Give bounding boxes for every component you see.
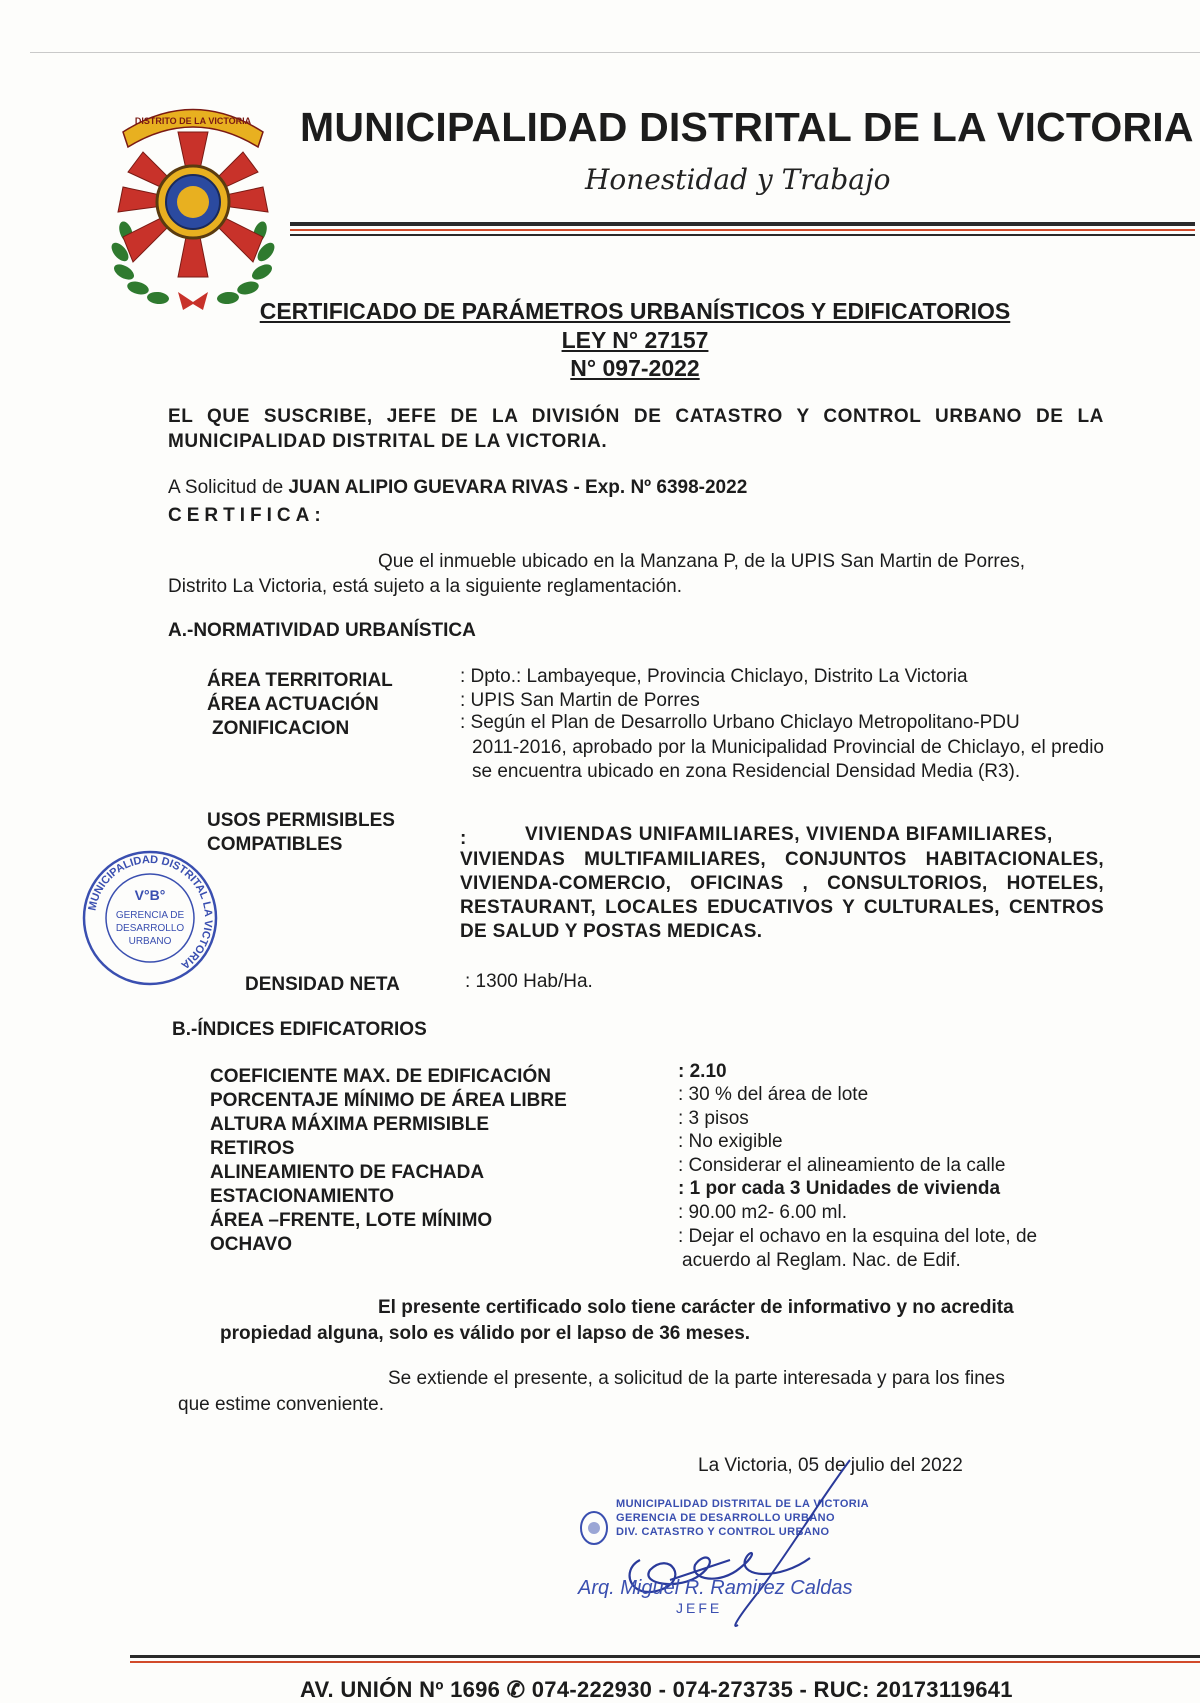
zonificacion-value-first: : Según el Plan de Desarrollo Urbano Chiclayo Metropolitano-PDU bbox=[460, 712, 1020, 733]
footer-address: AV. UNIÓN Nº 1696 ✆ 074-222930 - 074-273735 - RUC: 20173119641 bbox=[300, 1677, 1013, 1702]
section-a-heading: A.-NORMATIVIDAD URBANÍSTICA bbox=[168, 620, 476, 641]
stamp-line-1: GERENCIA DE bbox=[115, 910, 185, 921]
municipal-seal-logo bbox=[108, 92, 278, 312]
header-rule bbox=[290, 222, 1195, 226]
validity-note-line-1: El presente certificado solo tiene carácter de informativo y no acredita bbox=[378, 1297, 1014, 1318]
indice-label-area-libre: PORCENTAJE MÍNIMO DE ÁREA LIBRE bbox=[210, 1090, 567, 1111]
usos-label-1: USOS PERMISIBLES bbox=[207, 810, 395, 831]
handwritten-signature bbox=[610, 1440, 870, 1640]
approval-stamp bbox=[80, 848, 220, 988]
issue-date: La Victoria, 05 de julio del 2022 bbox=[698, 1455, 963, 1476]
signer-name: Arq. Miguel R. Ramirez Caldas bbox=[578, 1577, 853, 1599]
top-scan-rule bbox=[30, 52, 1200, 53]
body-line-1: Que el inmueble ubicado en la Manzana P, de la UPIS San Martin de Porres, bbox=[378, 551, 1026, 572]
zonificacion-value-rest: 2011-2016, aprobado por la Municipalidad Provincial de Chiclayo, el predio se encuentra ubicado en zona Residencial Densidad Media (R3). bbox=[472, 737, 1104, 782]
usos-colon: : bbox=[460, 828, 467, 849]
indice-label-alineamiento: ALINEAMIENTO DE FACHADA bbox=[210, 1162, 485, 1183]
stamp-ring-text: MUNICIPALIDAD DISTRITAL LA VICTORIA bbox=[86, 853, 215, 972]
stamp-text-2: GERENCIA DE DESARROLLO URBANO bbox=[616, 1512, 835, 1524]
header-rule-red bbox=[290, 229, 1195, 231]
certifica-heading: CERTIFICA: bbox=[168, 505, 326, 526]
stamp-line-2: DESARROLLO bbox=[115, 923, 185, 934]
footer-rule-red bbox=[130, 1661, 1200, 1663]
indice-label-lote-minimo: ÁREA –FRENTE, LOTE MÍNIMO bbox=[210, 1210, 493, 1231]
usos-value-first: VIVIENDAS UNIFAMILIARES, VIVIENDA BIFAMILIARES, bbox=[525, 824, 1053, 845]
indice-label-altura: ALTURA MÁXIMA PERMISIBLE bbox=[210, 1114, 490, 1135]
indice-value-estacionamiento: : 1 por cada 3 Unidades de vivienda bbox=[678, 1178, 1001, 1199]
indice-value-alineamiento: : Considerar el alineamiento de la calle bbox=[678, 1155, 1006, 1176]
indice-value-area-libre: : 30 % del área de lote bbox=[678, 1084, 869, 1105]
municipality-motto: Honestidad y Trabajo bbox=[585, 163, 891, 196]
indice-value-altura: : 3 pisos bbox=[678, 1108, 749, 1129]
indice-value-lote-minimo: : 90.00 m2- 6.00 ml. bbox=[678, 1202, 847, 1223]
indice-label-ochavo: OCHAVO bbox=[210, 1234, 292, 1255]
certificate-law: LEY N° 27157 bbox=[561, 327, 709, 353]
area-territorial-value: : Dpto.: Lambayeque, Provincia Chiclayo, Distrito La Victoria bbox=[460, 666, 968, 687]
stamp-vb: V°B° bbox=[134, 887, 166, 903]
request-line bbox=[168, 476, 747, 500]
indice-label-coeficiente: COEFICIENTE MAX. DE EDIFICACIÓN bbox=[210, 1066, 551, 1087]
indice-value-retiros: : No exigible bbox=[678, 1131, 783, 1152]
municipality-title: MUNICIPALIDAD DISTRITAL DE LA VICTORIA bbox=[300, 104, 1194, 150]
validity-note-line-2: propiedad alguna, solo es válido por el lapso de 36 meses. bbox=[220, 1323, 751, 1344]
indice-value-ochavo-cont: acuerdo al Reglam. Nac. de Edif. bbox=[682, 1250, 961, 1271]
section-b-heading: B.-ÍNDICES EDIFICATORIOS bbox=[172, 1019, 427, 1040]
extension-line-2: que estime conveniente. bbox=[178, 1394, 384, 1415]
indice-label-estacionamiento: ESTACIONAMIENTO bbox=[210, 1186, 395, 1207]
area-actuacion-label: ÁREA ACTUACIÓN bbox=[207, 694, 379, 715]
stamp-seal-icon bbox=[578, 1510, 610, 1546]
usos-label-2: COMPATIBLES bbox=[207, 834, 343, 855]
zonificacion-label: ZONIFICACION bbox=[212, 718, 350, 739]
densidad-label: DENSIDAD NETA bbox=[245, 974, 400, 995]
certificate-number: N° 097-2022 bbox=[570, 355, 700, 381]
request-prefix: A Solicitud de bbox=[168, 477, 284, 498]
seal-banner-text: DISTRITO DE LA VICTORIA bbox=[134, 116, 252, 126]
certificate-title: CERTIFICADO DE PARÁMETROS URBANÍSTICOS Y EDIFICATORIOS bbox=[259, 298, 1011, 324]
signer-role: JEFE bbox=[676, 1600, 723, 1616]
indice-value-ochavo: : Dejar el ochavo en la esquina del lote, de bbox=[678, 1226, 1038, 1247]
indice-label-retiros: RETIROS bbox=[210, 1138, 295, 1159]
usos-value-rest: VIVIENDAS MULTIFAMILIARES, CONJUNTOS HABITACIONALES, VIVIENDA-COMERCIO, OFICINAS , CONSULTORIOS, HOTELES, RESTAURANT, LOCALES EDUCATIVOS Y CULTURALES, CENTROS DE SALUD Y POSTAS MEDICAS. bbox=[460, 849, 1104, 942]
indice-value-coeficiente: : 2.10 bbox=[678, 1061, 727, 1082]
extension-line-1: Se extiende el presente, a solicitud de la parte interesada y para los fines bbox=[388, 1368, 1005, 1389]
stamp-line-3: URBANO bbox=[128, 936, 172, 947]
area-actuacion-value: : UPIS San Martin de Porres bbox=[460, 690, 700, 711]
footer-rule bbox=[130, 1655, 1200, 1658]
body-line-2: Distrito La Victoria, está sujeto a la siguiente reglamentación. bbox=[168, 576, 682, 597]
stamp-text-3: DIV. CATASTRO Y CONTROL URBANO bbox=[616, 1526, 830, 1538]
area-territorial-label: ÁREA TERRITORIAL bbox=[207, 670, 393, 691]
intro-paragraph: EL QUE SUSCRIBE, JEFE DE LA DIVISIÓN DE CATASTRO Y CONTROL URBANO DE LA MUNICIPALIDAD DISTRITAL DE LA VICTORIA. bbox=[168, 406, 1104, 452]
applicant-name: JUAN ALIPIO GUEVARA RIVAS - Exp. Nº 6398-2022 bbox=[288, 477, 748, 498]
stamp-text-1: MUNICIPALIDAD DISTRITAL DE LA VICTORIA bbox=[616, 1498, 869, 1510]
header-rule bbox=[290, 234, 1195, 236]
densidad-value: : 1300 Hab/Ha. bbox=[465, 971, 593, 992]
